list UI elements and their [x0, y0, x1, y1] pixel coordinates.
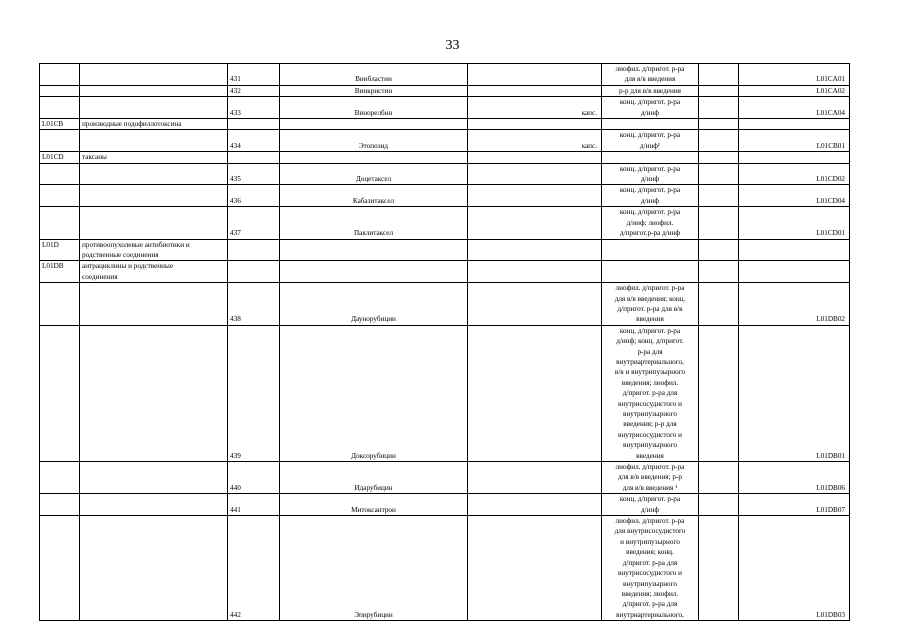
- drug-row: [40, 64, 850, 86]
- empty-cell: [699, 119, 739, 130]
- atc-code-cell: L01CA01: [739, 64, 850, 86]
- drug-extra-form-cell: [468, 516, 602, 621]
- atc-code-cell: L01CA02: [739, 85, 850, 96]
- drug-name-cell: Эпирубицин: [280, 516, 468, 621]
- empty-cell: [40, 516, 80, 621]
- drug-extra-form-cell: [468, 85, 602, 96]
- drug-row: [40, 494, 850, 516]
- drug-extra-form-cell: [468, 494, 602, 516]
- empty-cell: [739, 152, 850, 163]
- dosage-form-cell: конц. д/пригот. р-ра д/инф: [602, 163, 699, 185]
- drug-number-cell: 441: [228, 494, 280, 516]
- atc-code-cell: L01CD01: [739, 207, 850, 239]
- empty-cell: [699, 130, 739, 152]
- empty-cell: [699, 152, 739, 163]
- empty-cell: [80, 516, 228, 621]
- drug-extra-form-cell: капс.: [468, 130, 602, 152]
- dosage-form-cell: конц. д/пригот. р-ра д/инф; лиофил. д/пригот.р-ра д/инф: [602, 207, 699, 239]
- drug-row: [40, 462, 850, 494]
- drug-name-cell: Винорелбин: [280, 97, 468, 119]
- dosage-form-cell: конц. д/пригот. р-ра д/инф: [602, 185, 699, 207]
- empty-cell: [699, 494, 739, 516]
- group-code-cell: L01CB: [40, 119, 80, 130]
- group-label-cell: антрациклины и родственные соединения: [80, 261, 228, 283]
- dosage-form-cell: лиофил. д/пригот. р-ра для в/в введения; р-р для в/в введения ¹: [602, 462, 699, 494]
- dosage-form-cell: конц. д/пригот. р-ра д/инф: [602, 97, 699, 119]
- empty-cell: [602, 239, 699, 261]
- drug-number-cell: 437: [228, 207, 280, 239]
- dosage-form-cell: конц. д/пригот. р-ра д/инф¹: [602, 130, 699, 152]
- empty-cell: [739, 119, 850, 130]
- dosage-form-cell: лиофил. д/пригот. р-ра для в/в введения: [602, 64, 699, 86]
- empty-cell: [40, 462, 80, 494]
- empty-cell: [80, 462, 228, 494]
- drug-number-cell: 438: [228, 283, 280, 326]
- drug-number-cell: 442: [228, 516, 280, 621]
- atc-code-cell: L01CD02: [739, 163, 850, 185]
- empty-cell: [468, 119, 602, 130]
- drug-extra-form-cell: [468, 64, 602, 86]
- group-code-cell: L01DB: [40, 261, 80, 283]
- drug-number-cell: 431: [228, 64, 280, 86]
- drug-number-cell: 439: [228, 325, 280, 461]
- group-label-cell: таксаны: [80, 152, 228, 163]
- drug-extra-form-cell: капс.: [468, 97, 602, 119]
- drug-name-cell: Винбластин: [280, 64, 468, 86]
- empty-cell: [699, 64, 739, 86]
- drug-number-cell: 434: [228, 130, 280, 152]
- drug-extra-form-cell: [468, 163, 602, 185]
- drug-number-cell: 432: [228, 85, 280, 96]
- dosage-form-cell: конц. д/пригот. р-ра д/инф; конц. д/пригот. р-ра для внутриартериального, в/в и внутрипузырного введения; лиофил. д/пригот. р-ра для внутрисосудистого и внутрипузырного введения; р-р для внутрисосудистого и внутрипузырного введения: [602, 325, 699, 461]
- drug-name-cell: Этопозид: [280, 130, 468, 152]
- drug-row: [40, 185, 850, 207]
- empty-cell: [40, 185, 80, 207]
- empty-cell: [280, 119, 468, 130]
- drug-name-cell: Митоксантрон: [280, 494, 468, 516]
- empty-cell: [602, 152, 699, 163]
- group-row: [40, 119, 850, 130]
- drug-name-cell: Кабазитаксел: [280, 185, 468, 207]
- empty-cell: [80, 64, 228, 86]
- drug-number-cell: 435: [228, 163, 280, 185]
- group-label-cell: противоопухолевые антибиотики и родственные соединения: [80, 239, 228, 261]
- empty-cell: [602, 261, 699, 283]
- empty-cell: [80, 97, 228, 119]
- dosage-form-cell: лиофил. д/пригот. р-ра для внутрисосудистого и внутрипузырного введения; конц. д/пригот. р-ра для внутрисосудистого и внутрипузырного введения; лиофил. д/пригот. р-ра для внутриартериального,: [602, 516, 699, 621]
- empty-cell: [280, 239, 468, 261]
- drug-name-cell: Даунорубицин: [280, 283, 468, 326]
- empty-cell: [699, 97, 739, 119]
- group-label-cell: производные подофиллотоксина: [80, 119, 228, 130]
- empty-cell: [40, 283, 80, 326]
- empty-cell: [699, 462, 739, 494]
- empty-cell: [280, 261, 468, 283]
- empty-cell: [699, 283, 739, 326]
- empty-cell: [80, 185, 228, 207]
- empty-cell: [80, 85, 228, 96]
- drug-row: [40, 97, 850, 119]
- drug-name-cell: Винкристин: [280, 85, 468, 96]
- empty-cell: [40, 130, 80, 152]
- drug-extra-form-cell: [468, 325, 602, 461]
- drug-number-cell: 440: [228, 462, 280, 494]
- empty-cell: [80, 325, 228, 461]
- drug-row: [40, 516, 850, 621]
- empty-cell: [468, 239, 602, 261]
- empty-cell: [699, 185, 739, 207]
- empty-cell: [40, 163, 80, 185]
- atc-code-cell: L01DB03: [739, 516, 850, 621]
- drug-row: [40, 163, 850, 185]
- empty-cell: [228, 152, 280, 163]
- dosage-form-cell: р-р для в/в введения: [602, 85, 699, 96]
- empty-cell: [699, 325, 739, 461]
- group-code-cell: L01CD: [40, 152, 80, 163]
- empty-cell: [280, 152, 468, 163]
- drug-row: [40, 85, 850, 96]
- drug-row: [40, 207, 850, 239]
- empty-cell: [40, 325, 80, 461]
- empty-cell: [602, 119, 699, 130]
- dosage-form-cell: конц. д/пригот. р-ра д/инф: [602, 494, 699, 516]
- empty-cell: [80, 283, 228, 326]
- drug-extra-form-cell: [468, 283, 602, 326]
- empty-cell: [699, 207, 739, 239]
- empty-cell: [80, 207, 228, 239]
- drug-name-cell: Идарубицин: [280, 462, 468, 494]
- empty-cell: [80, 163, 228, 185]
- atc-code-cell: L01CB01: [739, 130, 850, 152]
- empty-cell: [80, 494, 228, 516]
- empty-cell: [468, 261, 602, 283]
- atc-code-cell: L01CD04: [739, 185, 850, 207]
- empty-cell: [228, 239, 280, 261]
- drug-name-cell: Доцетаксел: [280, 163, 468, 185]
- drug-row: [40, 325, 850, 461]
- drug-name-cell: Доксорубицин: [280, 325, 468, 461]
- drug-extra-form-cell: [468, 185, 602, 207]
- dosage-form-cell: лиофил. д/пригот. р-ра для в/в введения; конц. д/пригот. р-ра для в/в введения: [602, 283, 699, 326]
- drug-name-cell: Паклитаксел: [280, 207, 468, 239]
- empty-cell: [40, 64, 80, 86]
- empty-cell: [228, 261, 280, 283]
- drug-row: [40, 130, 850, 152]
- empty-cell: [699, 516, 739, 621]
- empty-cell: [699, 261, 739, 283]
- atc-code-cell: L01DB02: [739, 283, 850, 326]
- empty-cell: [699, 239, 739, 261]
- drug-table: [39, 63, 850, 621]
- drug-number-cell: 436: [228, 185, 280, 207]
- drug-extra-form-cell: [468, 462, 602, 494]
- atc-code-cell: L01DB01: [739, 325, 850, 461]
- empty-cell: [699, 85, 739, 96]
- empty-cell: [739, 261, 850, 283]
- group-row: [40, 239, 850, 261]
- group-row: [40, 261, 850, 283]
- group-code-cell: L01D: [40, 239, 80, 261]
- drug-row: [40, 283, 850, 326]
- drug-number-cell: 433: [228, 97, 280, 119]
- empty-cell: [40, 97, 80, 119]
- empty-cell: [40, 85, 80, 96]
- empty-cell: [739, 239, 850, 261]
- empty-cell: [80, 130, 228, 152]
- atc-code-cell: L01DB07: [739, 494, 850, 516]
- atc-code-cell: L01CA04: [739, 97, 850, 119]
- page-number: 33: [445, 38, 460, 53]
- atc-code-cell: L01DB06: [739, 462, 850, 494]
- group-row: [40, 152, 850, 163]
- empty-cell: [228, 119, 280, 130]
- empty-cell: [699, 163, 739, 185]
- drug-extra-form-cell: [468, 207, 602, 239]
- empty-cell: [40, 207, 80, 239]
- empty-cell: [468, 152, 602, 163]
- empty-cell: [40, 494, 80, 516]
